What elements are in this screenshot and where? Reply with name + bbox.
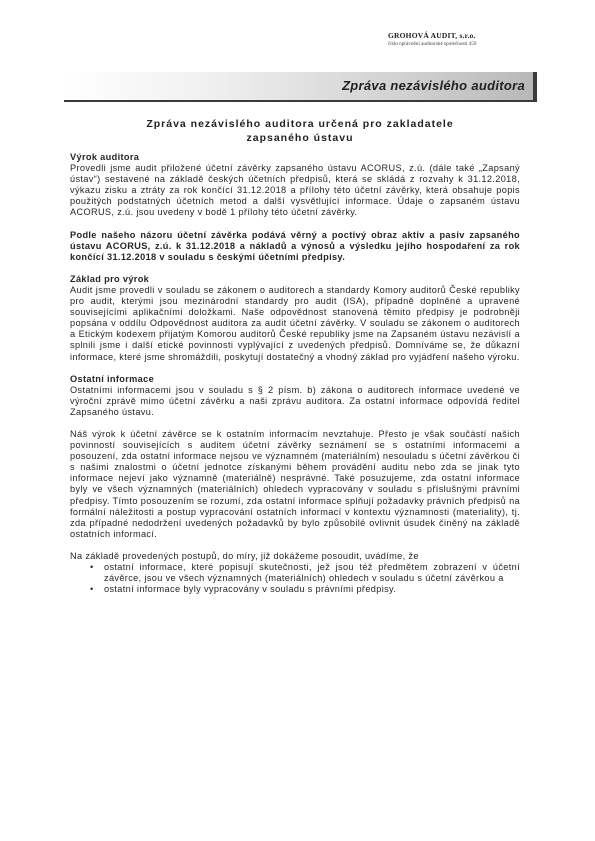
section-heading-vyrok: Výrok auditora <box>70 152 140 162</box>
document-title <box>70 117 530 145</box>
paragraph-ostatni-2: Náš výrok k účetní závěrce se k ostatním informacím nevztahuje. Přesto je však součástí našich povinností souvisejících s auditem účetní závěrky seznámení se s ostatními informacemi a posouzení, zda ostatní informace nejsou ve významném (materiálním) nesouladu s účetní závěrkou či s našimi znalostmi o účetní jednotce získanými během provádění auditu nebo zda se jinak tyto informace nejeví jako významně (materiálně) nesprávné. Také posuzujeme, zda ostatní informace byly ve všech významných (materiálních) ohledech vypracovány v souladu s příslušnými právními předpisy. Tímto posouzením se rozumí, zda ostatní informace splňují požadavky právních předpisů na formální náležitosti a postup vypracování ostatních informací v kontextu významnosti (materiality), tj. zda případné nedodržení uvedených požadavků by bylo způsobilé ovlivnit úsudek činěný na základě ostatních informací. <box>70 428 520 539</box>
section-heading-zaklad: Základ pro výrok <box>70 273 150 284</box>
paragraph-ostatni-3: Na základě provedených postupů, do míry, již dokážeme posoudit, uvádíme, že <box>70 550 419 561</box>
banner-shadow-bottom <box>64 100 537 102</box>
paragraph-vyrok-opinion: Podle našeho názoru účetní závěrka podává věrný a poctivý obraz aktiv a pasiv zapsaného ústavu ACORUS, z.ú. k 31.12.2018 a nákladů a výnosů a výsledku jejího hospodaření za rok končící 31.12.2018 v souladu s českými účetními předpisy. <box>70 229 520 262</box>
list-item: • ostatní informace byly vypracovány v souladu s právními předpisy. <box>104 584 520 595</box>
conclusion-list <box>70 562 520 595</box>
paragraph-zaklad-1: Audit jsme provedli v souladu se zákonem o auditorech a standardy Komory auditorů České republiky pro audit, kterými jsou mezinárodní standardy pro audit (ISA), případně doplněné a upravené souvisejícími aplikačními doložkami. Naše odpovědnost stanovená těmito předpisy je podrobněji popsána v oddílu Odpovědnost auditora za audit účetní závěrky. V souladu se zákonem o auditorech a Etickým kodexem přijatým Komorou auditorů České republiky jsme na Zapsaném ústavu nezávislí a splnili jsme i další etické povinnosti vyplývající z uvedených předpisů. Domníváme se, že důkazní informace, které jsme shromáždili, poskytují dostatečný a vhodný základ pro vyjádření našeho výroku. <box>70 284 520 362</box>
report-body <box>70 152 520 595</box>
banner-title: Zpráva nezávislého auditora <box>342 78 525 93</box>
license-number: číslo oprávnění auditorské společnosti 459 <box>388 41 477 47</box>
title-banner <box>61 72 533 100</box>
company-name: GROHOVÁ AUDIT, s.r.o. <box>388 31 476 40</box>
paragraph-vyrok-1: Provedli jsme audit přiložené účetní závěrky zapsaného ústavu ACORUS, z.ú. (dále také „Zapsaný ústav“) sestavené na základě českých účetních předpisů, která se skládá z rozvahy k 31.12.2018, výkazu zisku a ztráty za rok končící 31.12.2018 a přílohy této účetní závěrky, která obsahuje popis použitých podstatných účetních metod a další vysvětlující informace. Údaje o zapsaném ústavu ACORUS, z.ú. jsou uvedeny v bodě 1 přílohy této účetní závěrky. <box>70 163 520 218</box>
document-title-line2: zapsaného ústavu <box>246 132 354 144</box>
document-title-line1: Zpráva nezávislého auditora určená pro zakladatele <box>146 118 454 130</box>
section-heading-ostatni: Ostatní informace <box>70 373 155 384</box>
list-item: • ostatní informace, které popisují skutečnosti, jež jsou též předmětem zobrazení v účetní závěrce, jsou ve všech významných (materiálních) ohledech v souladu s účetní závěrkou a <box>104 562 520 584</box>
paragraph-ostatni-1: Ostatními informacemi jsou v souladu s § 2 písm. b) zákona o auditorech informace uvedené ve výroční zprávě mimo účetní závěrku a naši zprávu auditora. Za ostatní informace odpovídá ředitel Zapsaného ústavu. <box>70 384 520 417</box>
banner-shadow-right <box>533 72 537 102</box>
company-header <box>388 31 558 47</box>
